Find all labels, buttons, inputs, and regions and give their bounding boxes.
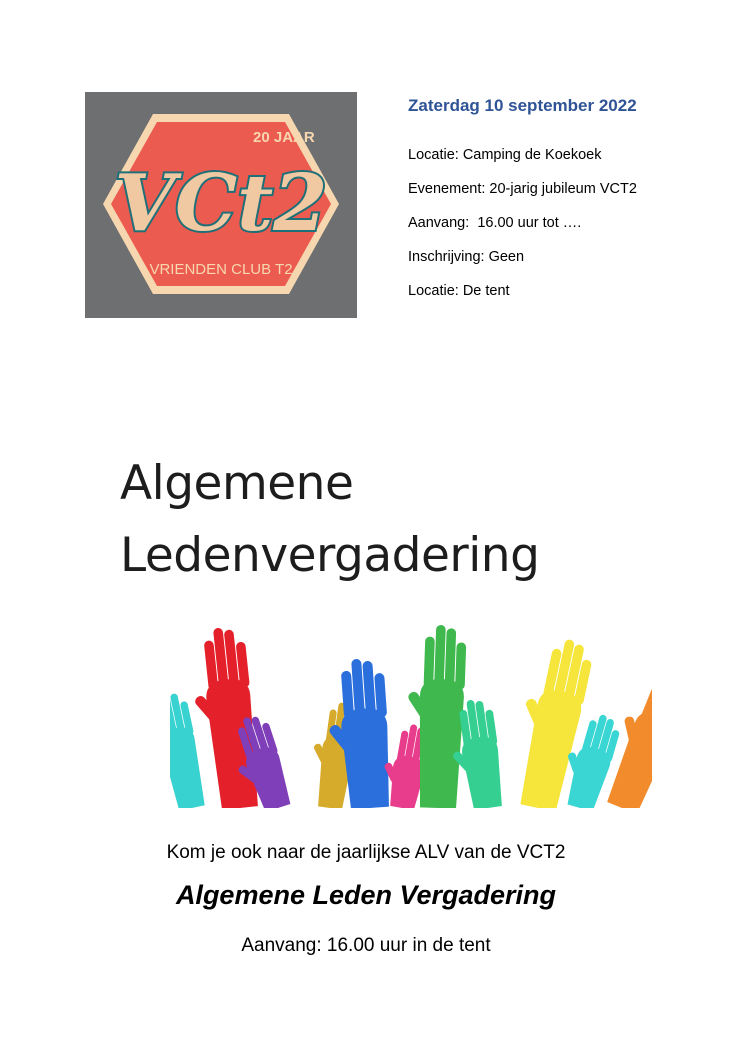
- event-date: Zaterdag 10 september 2022: [408, 96, 637, 115]
- hand-finger: [445, 628, 457, 689]
- logo-top-text: 20 JAAR: [253, 129, 315, 146]
- vct2-logo: [85, 92, 357, 318]
- start-text: Aanvang: 16.00 uur in de tent: [241, 935, 491, 956]
- invite-text: Kom je ook naar de jaarlijkse ALV van de VCT2: [166, 842, 566, 863]
- hand-palm: [340, 707, 393, 808]
- vct2-logo-graphic: [85, 92, 357, 318]
- hand-finger: [424, 636, 435, 688]
- alv-title: Algemene Leden Vergadering: [175, 880, 557, 910]
- info-event: Evenement: 20-jarig jubileum VCT2: [408, 181, 637, 197]
- logo-bottom-text: VRIENDEN CLUB T2: [149, 261, 293, 278]
- raised-hands-illustration: [170, 600, 652, 808]
- hand-palm: [416, 678, 464, 808]
- info-venue: Locatie: De tent: [408, 283, 510, 299]
- logo-main-text: VCt2: [114, 158, 328, 249]
- hand-finger: [640, 677, 652, 721]
- headline-line2: Ledenvergadering: [120, 528, 540, 583]
- headline-line1: Algemene: [120, 456, 354, 511]
- info-location: Locatie: Camping de Koekoek: [408, 147, 602, 163]
- hand-finger: [455, 642, 466, 690]
- event-info: [408, 96, 718, 316]
- info-start: Aanvang: 16.00 uur tot ….: [408, 215, 582, 231]
- headline: [120, 448, 539, 592]
- info-registration: Inschrijving: Geen: [408, 249, 525, 265]
